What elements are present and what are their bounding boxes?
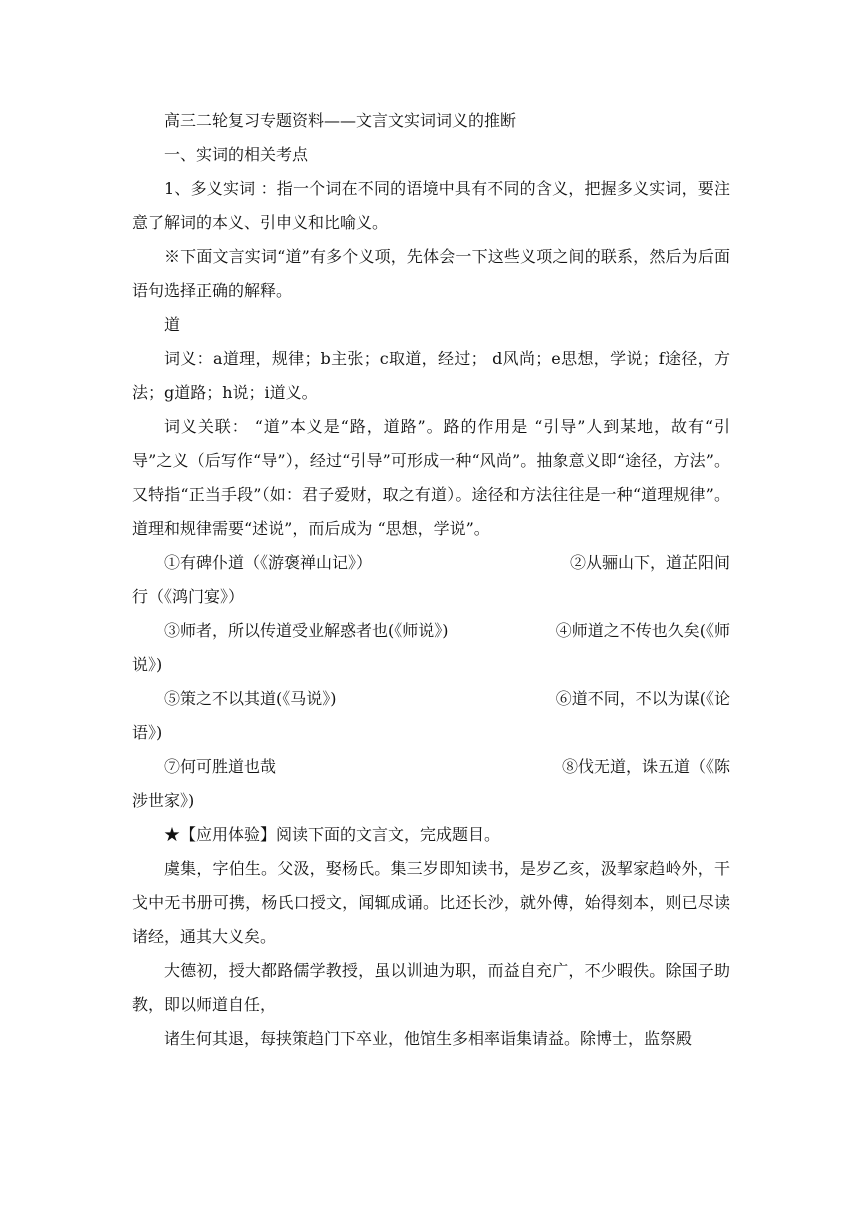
example-continuation: 说》) (132, 655, 163, 674)
example-block (132, 546, 730, 818)
paragraph-polysemy: 1、多义实词 ：指一个词在不同的语境中具有不同的含义，把握多义实词，要注意了解词的本义、引申义和比喻义。 (132, 179, 730, 232)
example-right: ⑥道不同，不以为谋(《论 (555, 689, 730, 708)
example-row (132, 682, 730, 716)
paragraph-note: ※下面文言实词“道”有多个义项，先体会一下这些义项之间的联系，然后为后面语句选择正确的解释。 (132, 247, 730, 300)
example-left: ①有碑仆道（《游褒禅山记》） (164, 553, 373, 572)
example-row (132, 546, 730, 580)
passage-paragraph-1: 虞集，字伯生。父汲，娶杨氏。集三岁即知读书，是岁乙亥，汲挈家趋岭外，干戈中无书册可携，杨氏口授文，闻辄成诵。比还长沙，就外傅，始得刻本，则已尽读诸经，通其大义矣。 (132, 859, 730, 946)
example-right: ④师道之不传也久矣(《师 (555, 621, 730, 640)
example-continuation: 语》) (132, 723, 163, 742)
document-body (132, 104, 730, 1056)
example-right: ②从骊山下，道芷阳间 (569, 553, 730, 572)
section-heading: 一、实词的相关考点 (164, 145, 309, 164)
headword: 道 (164, 315, 181, 334)
practice-heading: ★【应用体验】阅读下面的文言文，完成题目。 (164, 825, 501, 844)
example-left: ③师者，所以传道受业解惑者也(《师说》) (164, 621, 449, 640)
passage-paragraph-3: 诸生何其退，每挟策趋门下卒业，他馆生多相率诣集请益。除博士，监祭殿 (164, 1029, 693, 1048)
example-row (132, 614, 730, 648)
example-right: ⑧伐无道，诛五道（《陈 (561, 757, 730, 776)
example-continuation: 行（《鸿门宴》） (132, 587, 245, 606)
paragraph-relation: 词义关联： “道”本义是“路，道路”。路的作用是 “引导”人到某地，故有“引导”之义（后写作“导”），经过“引导”可形成一种“风尚”。抽象意义即“途径，方法”。又特指“正当手段”（如：君子爱财，取之有道）。途径和方法往往是一种“道理规律”。道理和规律需要“述说”，而后成为 “思想，学说”。 (132, 417, 730, 538)
example-row (132, 750, 730, 784)
passage-paragraph-2: 大德初，授大都路儒学教授，虽以训迪为职，而益自充广，不少暇佚。除国子助教，即以师道自任， (132, 961, 730, 1014)
document-title: 高三二轮复习专题资料——文言文实词词义的推断 (164, 111, 517, 130)
example-left: ⑦何可胜道也哉 (164, 757, 277, 776)
example-continuation: 涉世家》) (132, 791, 195, 810)
paragraph-meanings: 词义：a道理，规律；b主张；c取道，经过； d风尚；e思想，学说；f途径，方法；g道路；h说；i道义。 (132, 349, 730, 402)
example-left: ⑤策之不以其道(《马说》) (164, 689, 337, 708)
